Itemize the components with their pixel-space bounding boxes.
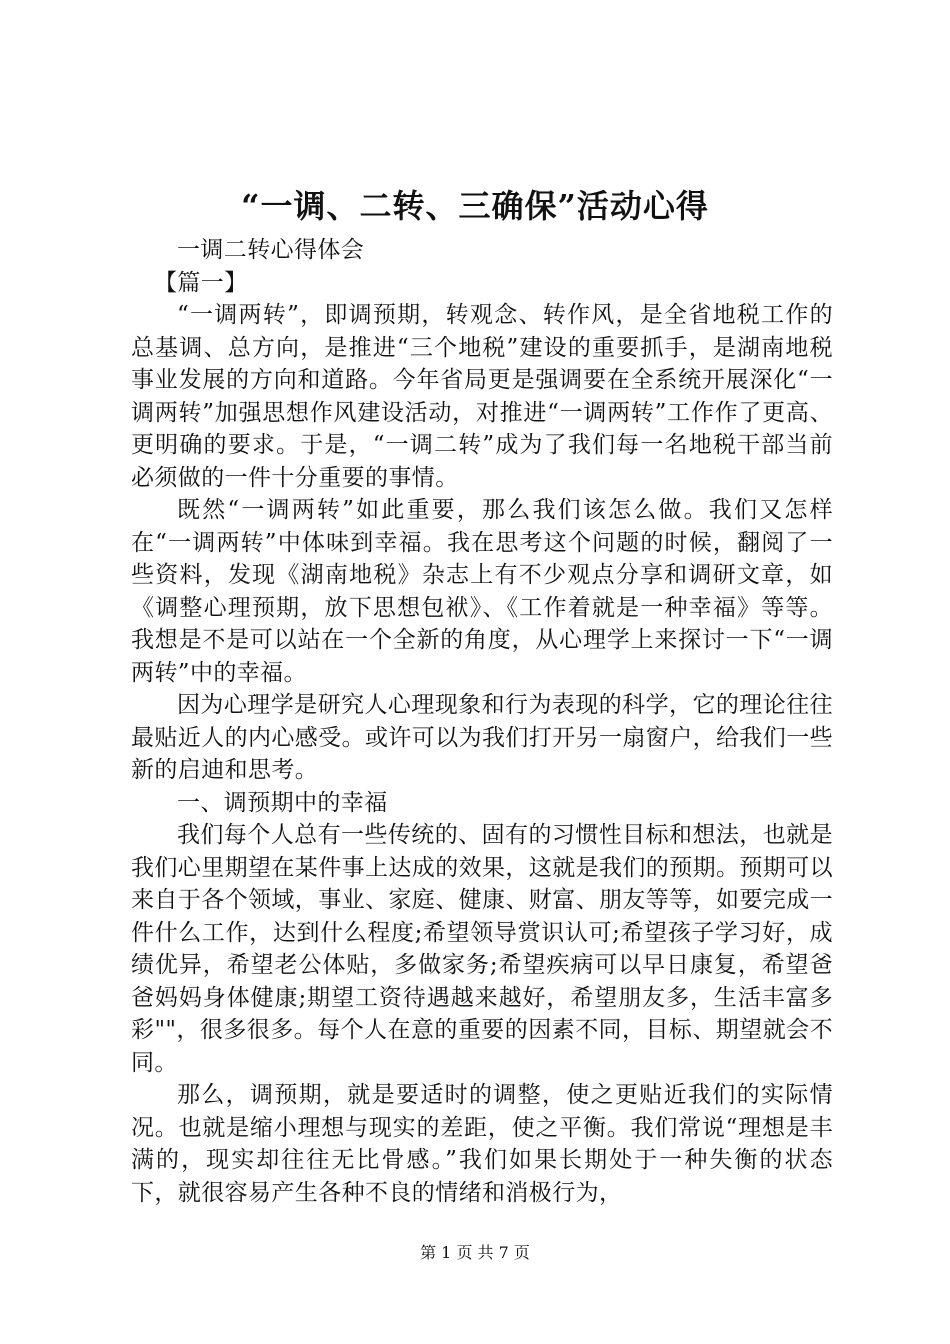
document-title: “一调、二转、三确保”活动心得 <box>241 187 709 225</box>
document-body <box>131 234 833 1209</box>
paragraph: 既然“一调两转”如此重要，那么我们该怎么做。我们又怎样在“一调两转”中体味到幸福。我在思考这个问题的时候，翻阅了一些资料，发现《湖南地税》杂志上有不少观点分享和调研文章，如《调整心理预期，放下思想包袱》、《工作着就是一种幸福》等等。我想是不是可以站在一个全新的角度，从心理学上来探讨一下“一调两转”中的幸福。 <box>131 497 833 686</box>
paragraph: 因为心理学是研究人心理现象和行为表现的科学，它的理论往往最贴近人的内心感受。或许可以为我们打开另一扇窗户，给我们一些新的启迪和思考。 <box>131 692 833 783</box>
paragraph: 那么，调预期，就是要适时的调整，使之更贴近我们的实际情况。也就是缩小理想与现实的差距，使之平衡。我们常说“理想是丰满的，现实却往往无比骨感。”我们如果长期处于一种失衡的状态下，就很容易产生各种不良的情绪和消极行为， <box>131 1082 833 1206</box>
section-heading: 一、调预期中的幸福 <box>177 789 388 816</box>
section-label: 【篇一】 <box>154 269 248 296</box>
page-footer: 第 1 页 共 7 页 <box>420 1243 530 1262</box>
paragraph: 我们每个人总有一些传统的、固有的习惯性目标和想法，也就是我们心里期望在某件事上达成的效果，这就是我们的预期。预期可以来自于各个领域，事业、家庭、健康、财富、朋友等等，如要完成一件什么工作，达到什么程度;希望领导赏识认可;希望孩子学习好，成绩优异，希望老公体贴，多做家务;希望疾病可以早日康复，希望爸爸妈妈身体健康;期望工资待遇越来越好，希望朋友多，生活丰富多彩""，很多很多。每个人在意的重要的因素不同，目标、期望就会不同。 <box>131 822 833 1076</box>
document-subtitle: 一调二转心得体会 <box>177 237 365 263</box>
paragraph: “一调两转”，即调预期，转观念、转作风，是全省地税工作的总基调、总方向，是推进“三个地税”建设的重要抓手，是湖南地税事业发展的方向和道路。今年省局更是强调要在全系统开展深化“一调两转”加强思想作风建设活动，对推进“一调两转”工作作了更高、更明确的要求。于是，“一调二转”成为了我们每一名地税干部当前必须做的一件十分重要的事情。 <box>131 302 833 491</box>
